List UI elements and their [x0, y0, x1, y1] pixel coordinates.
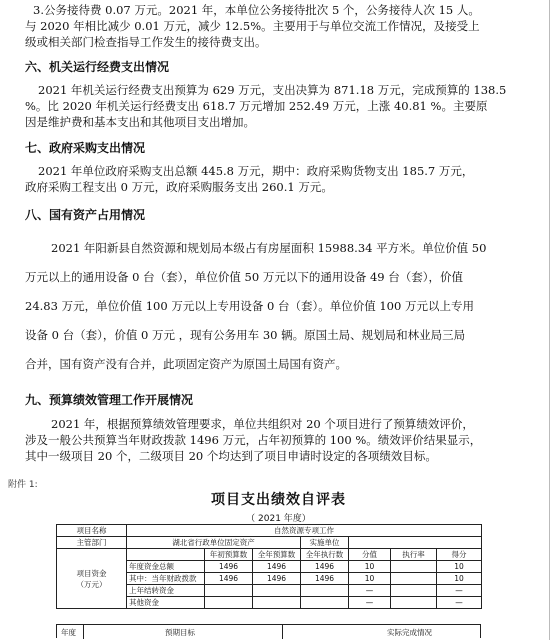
- table-cell: 1496: [301, 573, 349, 585]
- table-cell: 1496: [205, 561, 253, 573]
- expected-goal-label: 预期目标: [165, 628, 195, 637]
- table-cell: 1496: [253, 573, 301, 585]
- table-cell: 湖北省行政单位固定资产: [127, 537, 301, 549]
- table-cell: 1496: [301, 561, 349, 573]
- table-row: [57, 525, 482, 537]
- section-heading-9: 九、预算绩效管理工作开展情况: [25, 393, 194, 407]
- operating-expense-paragraph: [25, 82, 530, 130]
- text-line: 2021 年单位政府采购支出总额 445.8 万元，期中：政府采购货物支出 185.7 万元，: [38, 164, 474, 178]
- table-cell: 执行率: [391, 549, 437, 561]
- table-cell: [301, 597, 349, 609]
- table-cell: 分值: [349, 549, 391, 561]
- table-cell: 年度资金总额: [127, 561, 205, 573]
- state-assets-paragraph: [25, 234, 530, 379]
- table-cell: [205, 597, 253, 609]
- text-line: 2021 年机关运行经费支出预算为 629 万元，支出决算为 871.18 万元，完成预算的 138.5: [38, 83, 507, 97]
- goals-table-header: [56, 624, 481, 638]
- table-cell: 自然资源专项工作: [127, 525, 482, 537]
- table-cell: [301, 585, 349, 597]
- performance-paragraph: [25, 416, 530, 464]
- table-cell: —: [349, 597, 391, 609]
- table-cell: 10: [437, 561, 482, 573]
- table-row: [57, 549, 482, 561]
- section-heading-6: 六、机关运行经费支出情况: [25, 60, 170, 74]
- table-cell: 实施单位: [301, 537, 349, 549]
- performance-table: [56, 524, 482, 609]
- table-cell: 10: [349, 573, 391, 585]
- table-cell: 年初预算数: [205, 549, 253, 561]
- text-line: 级或相关部门检查指导工作发生的接待费支出。: [25, 35, 267, 49]
- section-heading-8: 八、国有资产占用情况: [25, 208, 146, 222]
- text-line: 万元以上的通用设备 0 台（套），单位价值 50 万元以下的通用设备 49 台（套），价值: [25, 270, 464, 284]
- text-line: 2021 年阳新县自然资源和规划局本级占有房屋面积 15988.34 平方米。单位价值 50: [51, 241, 487, 255]
- table-cell: —: [437, 585, 482, 597]
- table-cell: [127, 549, 205, 561]
- table-cell: [391, 597, 437, 609]
- reception-expense-paragraph: [25, 2, 530, 50]
- table-cell: [391, 573, 437, 585]
- table-cell: 项目名称: [57, 525, 127, 537]
- table-cell: —: [437, 597, 482, 609]
- table-cell: [253, 585, 301, 597]
- attachment-label: 附件 1:: [8, 480, 38, 490]
- text-line: 设备 0 台（套），价值 0 万元 ，现有公务用车 30 辆。原国土局、规划局和林业局三局: [25, 328, 466, 342]
- table-divider: [83, 625, 84, 639]
- table-cell: 其他资金: [127, 597, 205, 609]
- table-row: [57, 537, 482, 549]
- text-line: 政府采购工程支出 0 万元，政府采购服务支出 260.1 万元。: [25, 180, 333, 194]
- text-line: 涉及一般公共预算当年财政拨款 1496 万元，占年初预算的 100 %。绩效评价结果显示，: [25, 433, 482, 447]
- text-line: 24.83 万元，单位价值 100 万元以上专用设备 0 台（套）。单位价值 100 万元以上专用: [25, 299, 474, 313]
- text-line: 合并，国有资产没有合并，此项固定资产为原国土局国有资产。: [25, 357, 347, 371]
- table-cell: 上年结转资金: [127, 585, 205, 597]
- section-heading-7: 七、政府采购支出情况: [25, 141, 146, 155]
- text-line: 3.公务接待费 0.07 万元。2021 年，本单位公务接待批次 5 个，公务接待人次 15 人。: [33, 3, 480, 17]
- table-cell: [205, 585, 253, 597]
- table-cell: 项目资金 （万元）: [57, 549, 127, 609]
- table-cell: 其中：当年财政拨款: [127, 573, 205, 585]
- page-edge: [549, 0, 550, 640]
- table-cell: 全年执行数: [301, 549, 349, 561]
- table-cell: —: [349, 585, 391, 597]
- table-cell: [391, 561, 437, 573]
- text-line: 与 2020 年相比减少 0.01 万元，减少 12.5%。主要用于与单位交流工作情况，及接受上: [25, 19, 480, 33]
- text-line: %。比 2020 年机关运行经费支出 618.7 万元增加 252.49 万元，上涨 40.81 %。主要原: [25, 99, 488, 113]
- procurement-paragraph: [25, 163, 530, 195]
- table-cell: 1496: [205, 573, 253, 585]
- table-title: 项目支出绩效自评表: [211, 492, 346, 508]
- year-column-label: 年度: [61, 628, 76, 637]
- table-cell: 得分: [437, 549, 482, 561]
- table-cell: [253, 597, 301, 609]
- table-cell: [349, 537, 482, 549]
- table-cell: 10: [349, 561, 391, 573]
- table-cell: [391, 585, 437, 597]
- table-cell: 1496: [253, 561, 301, 573]
- text-line: 2021 年，根据预算绩效管理要求，单位共组织对 20 个项目进行了预算绩效评价，: [51, 417, 474, 431]
- text-line: 因是维护费和基本支出和其他项目支出增加。: [25, 115, 255, 129]
- table-cell: 主管部门: [57, 537, 127, 549]
- table-divider: [282, 625, 283, 639]
- text-line: 其中一级项目 20 个，二级项目 20 个均达到了项目申请时设定的各项绩效目标。: [25, 449, 437, 463]
- table-cell: 全年预算数: [253, 549, 301, 561]
- actual-completion-label: 实际完成情况: [387, 628, 432, 637]
- table-year: （ 2021 年度）: [246, 514, 311, 524]
- table-cell: 10: [437, 573, 482, 585]
